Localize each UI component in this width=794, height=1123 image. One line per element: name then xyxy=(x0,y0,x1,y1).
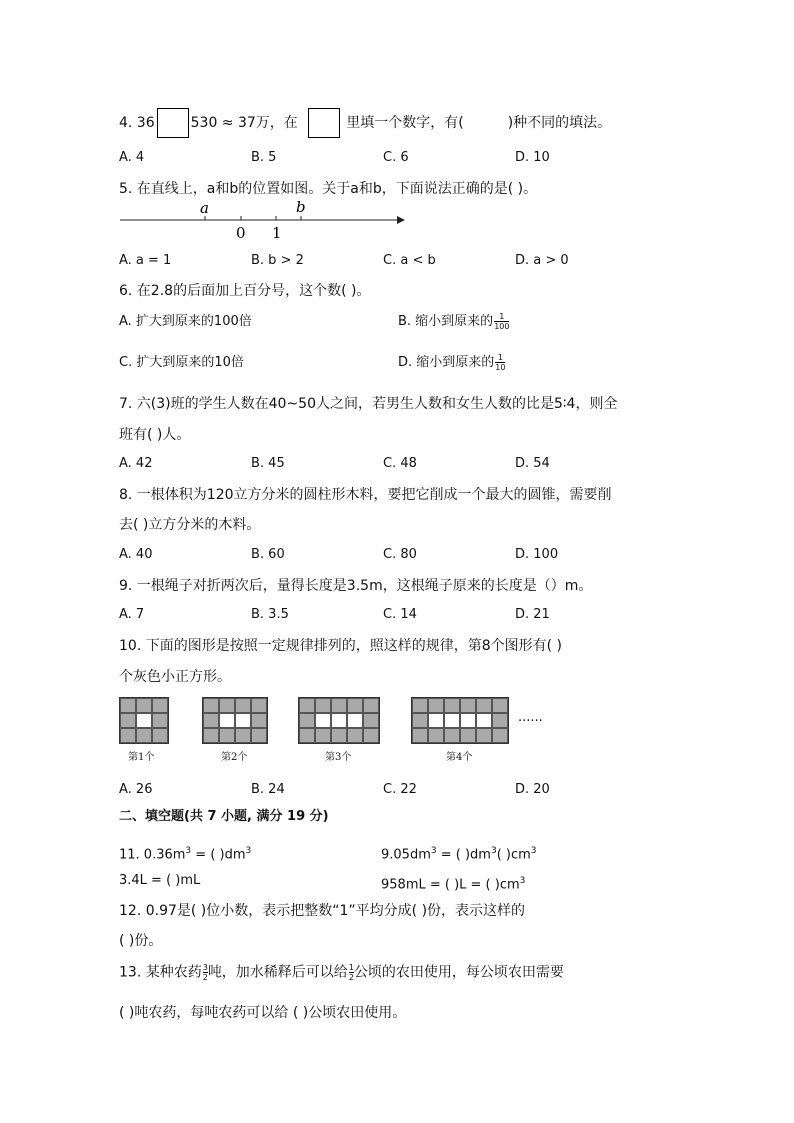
q13-fraction-2: $\frac{1}{2}$ xyxy=(348,963,354,982)
q5-option-d: D. a > 0 xyxy=(515,253,569,268)
gray-square xyxy=(331,698,347,713)
gray-square xyxy=(412,698,428,713)
q11-part-d: 958mL = ( )L = ( )$cm^3$ xyxy=(381,876,526,893)
gray-square xyxy=(152,713,168,728)
q4-blank-box-2 xyxy=(308,108,340,138)
q7-line1: 7. 六(3)班的学生人数在40~50人之间，若男生人数和女生人数的比是5∶4，则全 xyxy=(119,396,618,412)
q9-option-a: A. 7 xyxy=(119,607,145,622)
gray-square xyxy=(492,728,508,743)
gray-square xyxy=(299,728,315,743)
section-title: 二、填空题(共 7 小题, 满分 19 分) xyxy=(119,809,329,824)
white-square xyxy=(347,713,363,728)
q10-option-c: C. 22 xyxy=(383,782,417,797)
q4-option-c: C. 6 xyxy=(383,150,409,165)
gray-square xyxy=(412,728,428,743)
caption-figure-2: 第2个 xyxy=(221,752,248,763)
q4-option-b: B. 5 xyxy=(251,150,277,165)
gray-square xyxy=(251,713,267,728)
white-square xyxy=(136,713,152,728)
q11-part-c: 3.4L = ( )mL xyxy=(119,873,201,888)
q10-option-d: D. 20 xyxy=(515,782,550,797)
q8-option-c: C. 80 xyxy=(383,547,417,562)
q10-line2: 个灰色小正方形。 xyxy=(119,669,231,685)
gray-square xyxy=(347,728,363,743)
gray-square xyxy=(460,728,476,743)
q5-label-zero: 0 xyxy=(236,224,246,242)
gray-square xyxy=(363,698,379,713)
gray-square xyxy=(152,728,168,743)
q5-option-b: B. b > 2 xyxy=(251,253,304,268)
q8-option-a: A. 40 xyxy=(119,547,153,562)
gray-square xyxy=(251,728,267,743)
gray-square xyxy=(136,728,152,743)
q11-part-b: $9.05dm^3$ = ( )$dm^3$( )$cm^3$ xyxy=(381,846,537,863)
gray-square xyxy=(219,698,235,713)
q13-line2: ( )吨农药，每吨农药可以给 ( )公顷农田使用。 xyxy=(119,1005,407,1021)
pattern-figure-3 xyxy=(298,697,380,744)
gray-square xyxy=(460,698,476,713)
gray-square xyxy=(331,728,347,743)
gray-square xyxy=(299,713,315,728)
q7-option-a: A. 42 xyxy=(119,456,153,471)
q7-line2: 班有( )人。 xyxy=(119,427,191,443)
gray-square xyxy=(203,698,219,713)
white-square xyxy=(331,713,347,728)
q6-option-d xyxy=(398,353,505,372)
q9-option-d: D. 21 xyxy=(515,607,550,622)
white-square xyxy=(428,713,444,728)
gray-square xyxy=(444,698,460,713)
pattern-figure-2 xyxy=(202,697,268,744)
pattern-figure-1 xyxy=(119,697,169,744)
gray-square xyxy=(428,698,444,713)
gray-square xyxy=(120,698,136,713)
q4-stem xyxy=(119,108,611,138)
gray-square xyxy=(363,713,379,728)
gray-square xyxy=(476,698,492,713)
gray-square xyxy=(120,728,136,743)
caption-figure-1: 第1个 xyxy=(128,752,155,763)
gray-square xyxy=(299,698,315,713)
gray-square xyxy=(444,728,460,743)
gray-square xyxy=(136,698,152,713)
q11-part-a: 11. $0.36m^3$ = ( )$dm^3$ xyxy=(119,846,252,863)
q8-option-b: B. 60 xyxy=(251,547,285,562)
gray-square xyxy=(412,713,428,728)
q7-option-c: C. 48 xyxy=(383,456,417,471)
q13-line1: 13. 某种农药 $\frac{3}{2}$ 吨，加水稀释后可以给 $\frac{1}{2}$ 公顷的农田使用，每公顷农田需要 xyxy=(119,963,564,982)
q8-line2: 去( )立方分米的木料。 xyxy=(119,517,261,533)
gray-square xyxy=(315,728,331,743)
q9-stem: 9. 一根绳子对折两次后，量得长度是3.5m，这根绳子原来的长度是（）m。 xyxy=(119,578,593,594)
q4-blank-box xyxy=(157,108,189,138)
gray-square xyxy=(120,713,136,728)
q4-option-a: A. 4 xyxy=(119,150,145,165)
q13-fraction-1: $\frac{3}{2}$ xyxy=(202,963,208,982)
q12-line2: ( )份。 xyxy=(119,933,163,949)
q10-option-b: B. 24 xyxy=(251,782,285,797)
q5-stem: 5. 在直线上，a和b的位置如图。关于a和b，下面说法正确的是( )。 xyxy=(119,181,538,197)
gray-square xyxy=(203,713,219,728)
white-square xyxy=(235,713,251,728)
q6-option-a: A. 扩大到原来的100倍 xyxy=(119,314,252,329)
gray-square xyxy=(251,698,267,713)
q4-stem-a: 4. 36 xyxy=(119,115,155,131)
gray-square xyxy=(476,728,492,743)
gray-square xyxy=(347,698,363,713)
gray-square xyxy=(428,728,444,743)
gray-square xyxy=(219,728,235,743)
q8-option-d: D. 100 xyxy=(515,547,559,562)
q5-label-b: b xyxy=(296,198,306,216)
gray-square xyxy=(492,713,508,728)
q5-option-a: A. a = 1 xyxy=(119,253,172,268)
q4-stem-d: )种不同的填法。 xyxy=(507,115,612,131)
q5-label-one: 1 xyxy=(272,224,282,242)
gray-square xyxy=(235,728,251,743)
q4-stem-c: 里填一个数字，有( xyxy=(346,115,464,131)
q6-option-d-fraction: $\frac{1}{10}$ xyxy=(495,353,506,372)
q9-option-b: B. 3.5 xyxy=(251,607,289,622)
q5-number-line xyxy=(115,196,405,242)
q5-option-c: C. a < b xyxy=(383,253,436,268)
q10-line1: 10. 下面的图形是按照一定规律排列的，照这样的规律，第8个图形有( ) xyxy=(119,638,562,654)
q10-ellipsis: ...... xyxy=(518,710,543,725)
q4-option-d: D. 10 xyxy=(515,150,550,165)
q9-option-c: C. 14 xyxy=(383,607,417,622)
q5-label-a: a xyxy=(200,199,209,217)
pattern-figure-4 xyxy=(411,697,509,744)
q6-option-b-fraction: $\frac{1}{100}$ xyxy=(494,312,510,331)
white-square xyxy=(444,713,460,728)
q6-option-b xyxy=(398,312,509,331)
white-square xyxy=(476,713,492,728)
q6-stem: 6. 在2.8的后面加上百分号，这个数( )。 xyxy=(119,283,371,299)
q7-option-d: D. 54 xyxy=(515,456,550,471)
q8-line1: 8. 一根体积为120立方分米的圆柱形木料，要把它削成一个最大的圆锥，需要削 xyxy=(119,487,612,503)
gray-square xyxy=(315,698,331,713)
caption-figure-3: 第3个 xyxy=(325,752,352,763)
gray-square xyxy=(363,728,379,743)
white-square xyxy=(315,713,331,728)
q6-option-d-text: D. 缩小到原来的 xyxy=(398,355,495,370)
gray-square xyxy=(235,698,251,713)
q4-stem-b: 530 ≈ 37万，在 xyxy=(190,115,298,131)
q6-option-b-text: B. 缩小到原来的 xyxy=(398,314,494,329)
gray-square xyxy=(203,728,219,743)
q6-option-c: C. 扩大到原来的10倍 xyxy=(119,355,244,370)
q12-line1: 12. 0.97是( )位小数，表示把整数“1”平均分成( )份，表示这样的 xyxy=(119,903,526,919)
q10-option-a: A. 26 xyxy=(119,782,153,797)
gray-square xyxy=(492,698,508,713)
gray-square xyxy=(152,698,168,713)
white-square xyxy=(460,713,476,728)
caption-figure-4: 第4个 xyxy=(446,752,473,763)
white-square xyxy=(219,713,235,728)
q7-option-b: B. 45 xyxy=(251,456,285,471)
